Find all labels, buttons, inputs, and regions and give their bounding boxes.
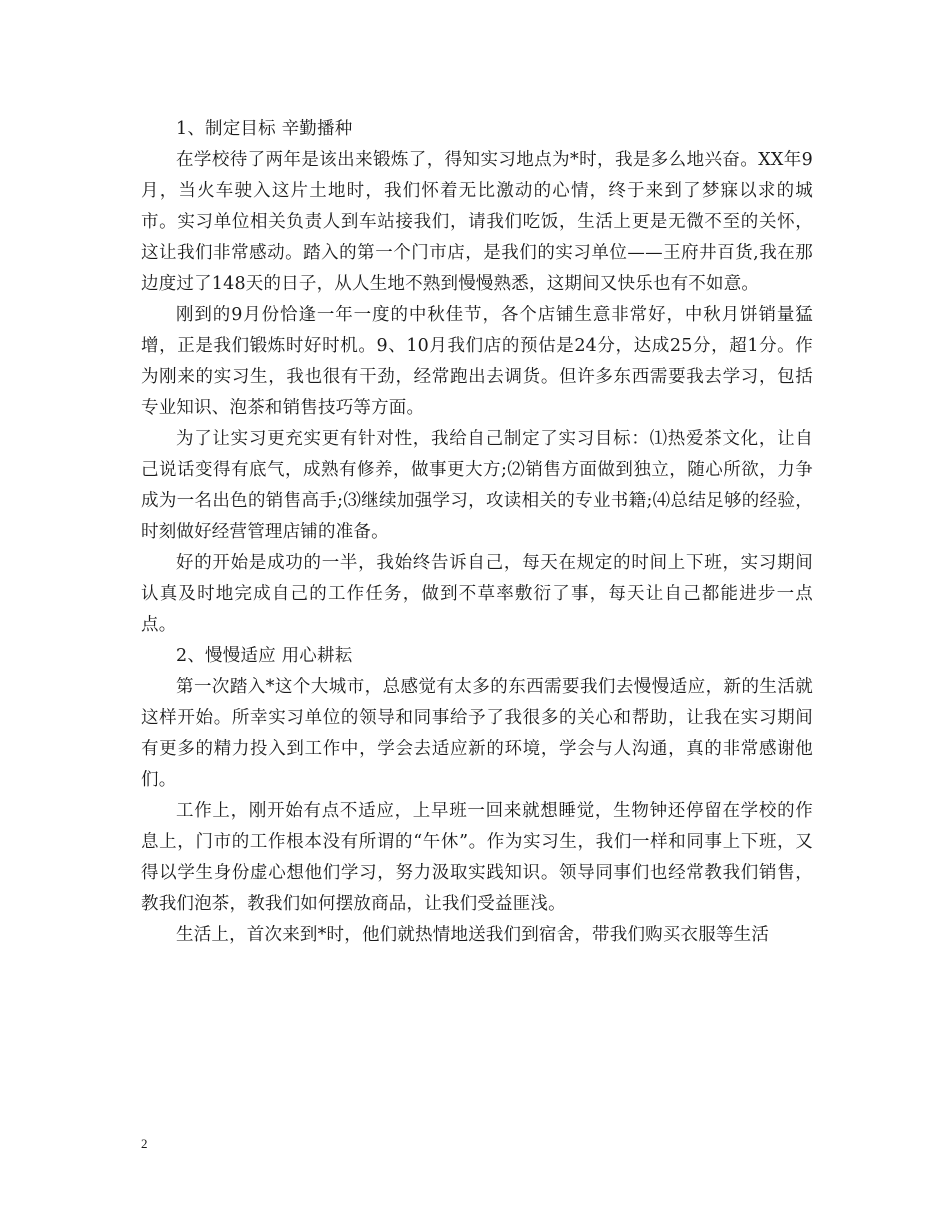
paragraph: 好的开始是成功的一半，我始终告诉自己，每天在规定的时间上下班，实习期间认真及时地完成自己的工作任务，做到不草率敷衍了事，每天让自己都能进步一点点。	[141, 553, 813, 635]
page-number: 2	[141, 1136, 148, 1151]
section-heading-1: 1、制定目标 辛勤播种	[176, 119, 353, 139]
paragraph: 在学校待了两年是该出来锻炼了，得知实习地点为*时，我是多么地兴奋。XX年9月，当火车驶入这片土地时，我们怀着无比激动的心情，终于来到了梦寐以求的城市。实习单位相关负责人到车站接我们，请我们吃饭，生活上更是无微不至的关怀，这让我们非常感动。踏入的第一个门市店，是我们的实习单位——王府井百货,我在那边度过了148天的日子，从人生地不熟到慢慢熟悉，这期间又快乐也有不如意。	[141, 150, 813, 294]
paragraph: 工作上，刚开始有点不适应，上早班一回来就想睡觉，生物钟还停留在学校的作息上，门市的工作根本没有所谓的“午休”。作为实习生，我们一样和同事上下班，又得以学生身份虚心想他们学习，努力汲取实践知识。领导同事们也经常教我们销售，教我们泡茶，教我们如何摆放商品，让我们受益匪浅。	[141, 801, 813, 914]
section-heading-2: 2、慢慢适应 用心耕耘	[176, 646, 353, 666]
document-body	[141, 114, 813, 951]
paragraph: 第一次踏入*这个大城市，总感觉有太多的东西需要我们去慢慢适应，新的生活就这样开始。所幸实习单位的领导和同事给予了我很多的关心和帮助，让我在实习期间有更多的精力投入到工作中，学会去适应新的环境，学会与人沟通，真的非常感谢他们。	[141, 677, 813, 790]
paragraph: 为了让实习更充实更有针对性，我给自己制定了实习目标：⑴热爱茶文化，让自己说话变得有底气，成熟有修养，做事更大方;⑵销售方面做到独立，随心所欲，力争成为一名出色的销售高手;⑶继续加强学习，攻读相关的专业书籍;⑷总结足够的经验，时刻做好经营管理店铺的准备。	[141, 429, 813, 542]
paragraph: 刚到的9月份恰逢一年一度的中秋佳节，各个店铺生意非常好，中秋月饼销量猛增，正是我们锻炼时好时机。9、10月我们店的预估是24分，达成25分，超1分。作为刚来的实习生，我也很有干劲，经常跑出去调货。但许多东西需要我去学习，包括专业知识、泡茶和销售技巧等方面。	[141, 305, 813, 418]
paragraph: 生活上，首次来到*时，他们就热情地送我们到宿舍，带我们购买衣服等生活	[176, 925, 770, 945]
